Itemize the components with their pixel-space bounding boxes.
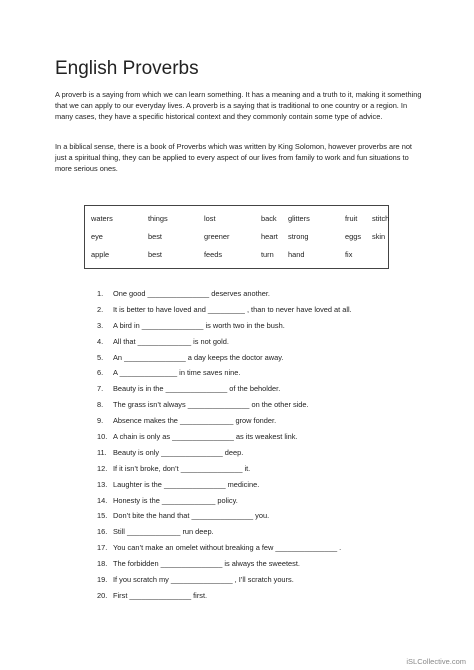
exercise-number: 18. bbox=[97, 559, 108, 569]
exercise-text: The forbidden _______________ is always the sweetest. bbox=[113, 559, 300, 569]
exercise-number: 8. bbox=[97, 400, 104, 410]
exercise-text: If it isn’t broke, don’t _______________ it. bbox=[113, 463, 251, 473]
exercise-text: A bird in _______________ is worth two in the bush. bbox=[113, 320, 285, 330]
exercise-number: 3. bbox=[97, 320, 104, 330]
exercise-number: 12. bbox=[97, 463, 108, 473]
exercise-text: If you scratch my _______________ , I’ll scratch yours. bbox=[113, 575, 294, 585]
exercise-text: A chain is only as _______________ as its weakest link. bbox=[113, 432, 298, 442]
word-box bbox=[84, 205, 389, 269]
exercise-number: 4. bbox=[97, 336, 104, 346]
exercise-number: 11. bbox=[97, 447, 107, 457]
word-box-word: best bbox=[148, 250, 162, 259]
exercise-number: 19. bbox=[97, 575, 108, 585]
word-box-word: eye bbox=[91, 232, 103, 241]
biblical-paragraph: In a biblical sense, there is a book of Proverbs which was written by King Solomon, however proverbs are not just a spiritual thing, they can be applied to every aspect of our lives from family to work and fun situations to more serious ones. bbox=[55, 142, 412, 174]
word-box-word: things bbox=[148, 214, 168, 223]
exercise-text: Don’t bite the hand that _______________ you. bbox=[113, 511, 270, 521]
exercise-text: Beauty is in the _______________ of the beholder. bbox=[113, 384, 281, 394]
watermark-footer: iSLCollective.com bbox=[406, 657, 466, 666]
word-box-word: hand bbox=[288, 250, 305, 259]
intro-paragraph: A proverb is a saying from which we can learn something. It has a meaning and a truth to it, making it something that we can apply to our everyday lives. A proverb is a saying that is traditional to one country or a region. In many cases, they have a specific historical context and they commonly contain some type of advice. bbox=[55, 90, 422, 122]
exercise-number: 1. bbox=[97, 289, 104, 298]
word-box-word: best bbox=[148, 232, 162, 241]
word-box-word: skin bbox=[372, 232, 386, 241]
word-box-word: stitch bbox=[372, 214, 390, 223]
exercise-text: It is better to have loved and _________ , than to never have loved at all. bbox=[113, 304, 352, 314]
word-box-word: fix bbox=[345, 250, 353, 259]
exercise-text: One good _______________ deserves another. bbox=[113, 289, 270, 298]
word-box-word: feeds bbox=[204, 250, 223, 259]
exercise-number: 15. bbox=[97, 511, 108, 521]
exercise-number: 14. bbox=[97, 495, 108, 505]
word-box-word: apple bbox=[91, 250, 110, 259]
word-box-word: glitters bbox=[288, 214, 310, 223]
exercise-text: Still _____________ run deep. bbox=[113, 527, 214, 537]
exercise-text: An _______________ a day keeps the doctor away. bbox=[113, 352, 284, 362]
word-box-word: heart bbox=[261, 232, 278, 241]
exercise-text: Beauty is only _______________ deep. bbox=[113, 447, 244, 457]
word-box-word: eggs bbox=[345, 232, 362, 241]
exercise-number: 10. bbox=[97, 432, 108, 442]
word-box-word: waters bbox=[91, 214, 113, 223]
exercise-number: 5. bbox=[97, 352, 104, 362]
exercise-number: 16. bbox=[97, 527, 108, 537]
exercise-text: You can’t make an omelet without breaking a few _______________ . bbox=[113, 543, 342, 553]
exercise-number: 20. bbox=[97, 590, 108, 600]
exercise-number: 13. bbox=[97, 479, 108, 489]
word-box-word: strong bbox=[288, 232, 309, 241]
exercise-text: Honesty is the _____________ policy. bbox=[113, 495, 238, 505]
exercise-text: Laughter is the _______________ medicine. bbox=[113, 479, 260, 489]
word-box-word: back bbox=[261, 214, 277, 223]
word-box-word: greener bbox=[204, 232, 230, 241]
exercise-number: 7. bbox=[97, 384, 104, 394]
exercise-number: 2. bbox=[97, 304, 104, 314]
exercise-number: 9. bbox=[97, 416, 104, 426]
exercise-text: The grass isn’t always _______________ on the other side. bbox=[113, 400, 309, 410]
exercise-number: 6. bbox=[97, 368, 104, 378]
word-box-word: fruit bbox=[345, 214, 358, 223]
exercise-text: A ______________ in time saves nine. bbox=[113, 368, 241, 378]
exercise-text: Absence makes the _____________ grow fonder. bbox=[113, 416, 277, 426]
exercise-number: 17. bbox=[97, 543, 108, 553]
word-box-word: turn bbox=[261, 250, 274, 259]
page-title: English Proverbs bbox=[55, 58, 199, 79]
exercise-text: First _______________ first. bbox=[113, 590, 208, 600]
exercise-text: All that _____________ is not gold. bbox=[113, 336, 229, 346]
word-box-word: lost bbox=[204, 214, 216, 223]
